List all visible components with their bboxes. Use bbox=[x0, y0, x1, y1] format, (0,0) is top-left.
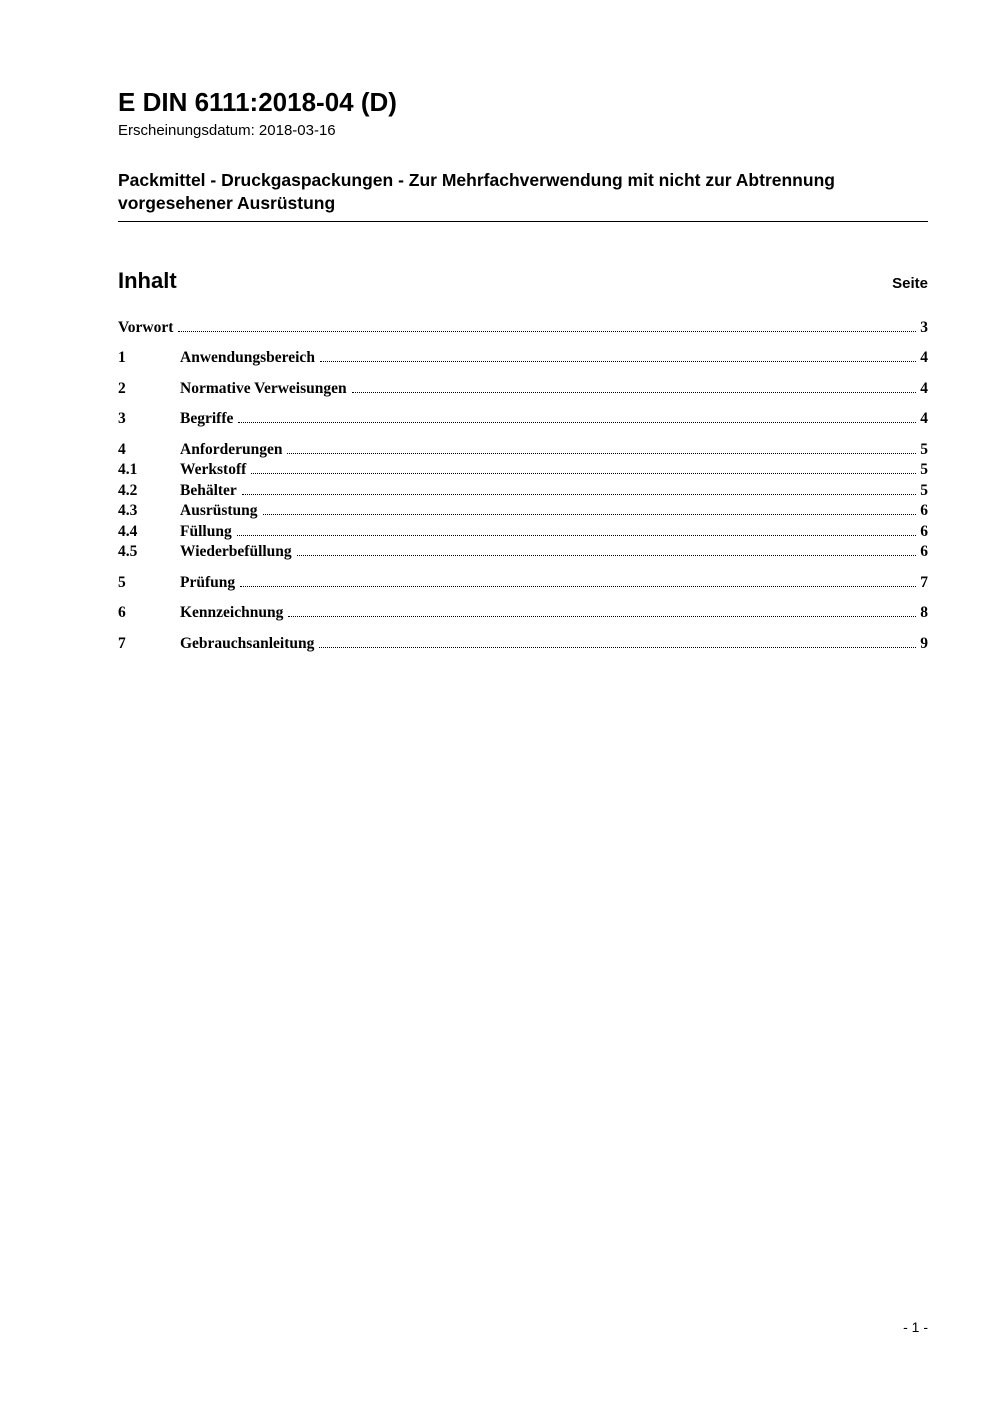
toc-entry bbox=[118, 634, 928, 655]
toc-header bbox=[118, 268, 928, 294]
toc-entry-page: 4 bbox=[920, 349, 928, 367]
toc-leader-dots bbox=[242, 494, 916, 495]
toc-entry-page: 6 bbox=[920, 502, 928, 520]
document-subtitle: Packmittel - Druckgaspackungen - Zur Mehrfachverwendung mit nicht zur Abtrennung vorgesehener Ausrüstung bbox=[118, 169, 928, 222]
toc-entry-number: 6 bbox=[118, 604, 126, 622]
toc-entry bbox=[118, 603, 928, 624]
toc-entry-number: 2 bbox=[118, 379, 126, 397]
toc-entry bbox=[118, 318, 928, 339]
toc-entry bbox=[118, 460, 928, 481]
toc-entry-number: 1 bbox=[118, 349, 126, 367]
toc-entry-number: 4.2 bbox=[118, 481, 138, 499]
toc-entry bbox=[118, 542, 928, 563]
toc-entry-number: 4 bbox=[118, 440, 126, 458]
page-content bbox=[118, 0, 928, 654]
toc-leader-dots bbox=[287, 453, 916, 454]
toc-entry-page: 6 bbox=[920, 522, 928, 540]
toc-entry bbox=[118, 501, 928, 522]
toc-entry-number: 3 bbox=[118, 410, 126, 428]
toc-entry-page: 7 bbox=[920, 573, 928, 591]
toc-leader-dots bbox=[237, 535, 917, 536]
toc-leader-dots bbox=[240, 586, 916, 587]
toc-entry-label: Begriffe bbox=[180, 410, 234, 428]
toc-heading: Inhalt bbox=[118, 267, 177, 293]
toc-leader-dots bbox=[319, 647, 916, 648]
toc-entry-number: 4.5 bbox=[118, 543, 138, 561]
toc-entry-page: 5 bbox=[920, 461, 928, 479]
toc-entry-label: Prüfung bbox=[180, 573, 236, 591]
toc-entry-label: Ausrüstung bbox=[180, 502, 258, 520]
toc-entry-label: Vorwort bbox=[118, 318, 174, 336]
toc-entry-page: 3 bbox=[920, 318, 928, 336]
toc-entry-label: Anwendungsbereich bbox=[180, 349, 315, 367]
toc-entry-label: Füllung bbox=[180, 522, 232, 540]
toc-entry-page: 6 bbox=[920, 543, 928, 561]
toc-entry-number: 4.1 bbox=[118, 461, 138, 479]
toc-entry-label: Behälter bbox=[180, 481, 237, 499]
toc-entry-page: 5 bbox=[920, 481, 928, 499]
toc-entry-number: 5 bbox=[118, 573, 126, 591]
toc-leader-dots bbox=[297, 555, 917, 556]
toc-leader-dots bbox=[238, 422, 916, 423]
toc-entry-label: Gebrauchsanleitung bbox=[180, 634, 315, 652]
toc-leader-dots bbox=[320, 361, 916, 362]
toc-entry-page: 8 bbox=[920, 604, 928, 622]
toc-leader-dots bbox=[288, 616, 916, 617]
toc-entry bbox=[118, 440, 928, 461]
toc-leader-dots bbox=[251, 473, 916, 474]
toc-entry bbox=[118, 348, 928, 369]
page-number-footer: - 1 - bbox=[903, 1319, 928, 1335]
publication-date: Erscheinungsdatum: 2018-03-16 bbox=[118, 121, 336, 139]
toc-entry-page: 4 bbox=[920, 410, 928, 428]
toc-leader-dots bbox=[178, 331, 916, 332]
toc-entry-label: Wiederbefüllung bbox=[180, 543, 292, 561]
toc-page-column-label: Seite bbox=[892, 274, 928, 292]
toc-entry-number: 4.4 bbox=[118, 522, 138, 540]
toc-list bbox=[118, 318, 928, 655]
toc-entry-label: Kennzeichnung bbox=[180, 604, 284, 622]
toc-entry bbox=[118, 573, 928, 594]
toc-entry-page: 5 bbox=[920, 440, 928, 458]
document-title: E DIN 6111:2018-04 (D) bbox=[118, 87, 397, 117]
toc-entry bbox=[118, 379, 928, 400]
toc-entry bbox=[118, 522, 928, 543]
toc-entry-number: 7 bbox=[118, 634, 126, 652]
toc-entry-page: 4 bbox=[920, 379, 928, 397]
toc-entry bbox=[118, 409, 928, 430]
toc-entry-number: 4.3 bbox=[118, 502, 138, 520]
toc-entry-label: Normative Verweisungen bbox=[180, 379, 347, 397]
toc-entry-label: Anforderungen bbox=[180, 440, 283, 458]
toc-leader-dots bbox=[352, 392, 917, 393]
toc-leader-dots bbox=[263, 514, 917, 515]
toc-entry-page: 9 bbox=[920, 634, 928, 652]
toc-entry-label: Werkstoff bbox=[180, 461, 247, 479]
toc-entry bbox=[118, 481, 928, 502]
